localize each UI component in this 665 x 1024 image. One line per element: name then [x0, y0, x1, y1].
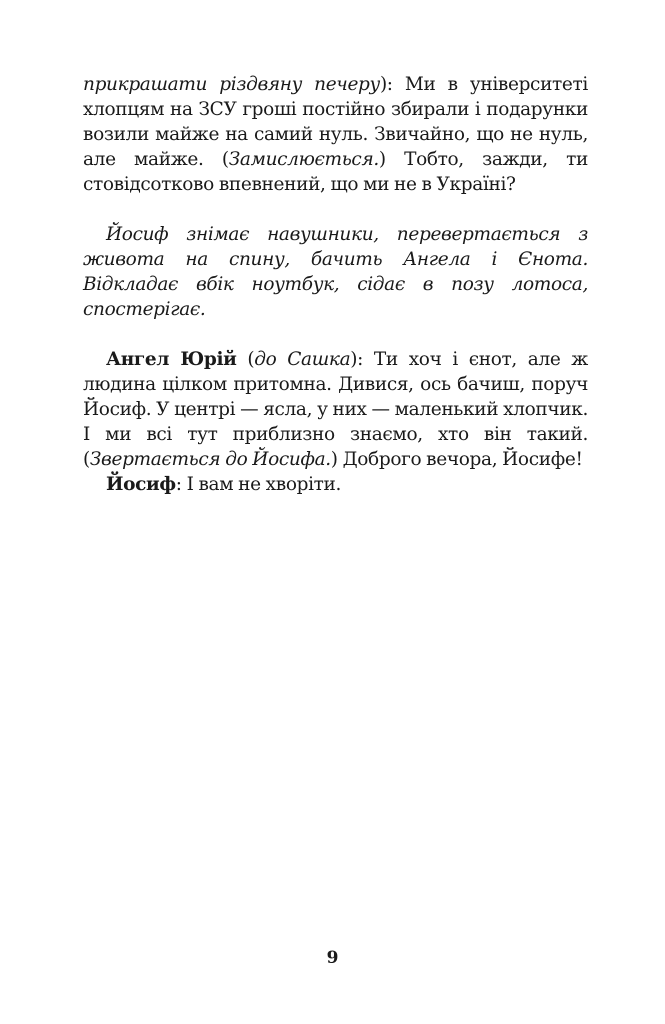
dialogue-text: ): Ми в університеті хлопцям на ЗСУ гроші постійно збирали і подарунки возили майже на самий нуль. Звичайно, що не нуль, але майже. ( [83, 74, 588, 170]
dialogue-text: : І вам не хворіти. [175, 474, 342, 495]
dialogue-text: ): Ти хоч і єнот, але ж людина цілком притомна. Дивися, ось бачиш, поруч Йосиф. У центрі — ясла, у них — маленький хлопчик. І ми всі тут приблизно знаємо, хто він такий. ( [83, 349, 588, 470]
dialogue-paragraph [83, 347, 588, 472]
dialogue-text: ) Доброго вечора, Йосифе! [330, 449, 583, 470]
dialogue-text: ) Тобто, зажди, ти стовідсотково впевнений, що ми не в Україні? [83, 149, 589, 195]
page-text [83, 72, 588, 497]
stage-direction-inline: прикрашати різдвяну печеру [83, 74, 380, 95]
stage-direction-text: Йосиф знімає навушники, перевертається з живота на спину, бачить Ангела і Єнота. Відкладає вбік ноутбук, сідає в позу лотоса, спостерігає. [83, 224, 588, 320]
stage-direction-paragraph [83, 222, 588, 322]
paragraph-continuation [83, 72, 588, 197]
dialogue-paragraph [83, 472, 588, 497]
stage-direction-inline: Замислюється. [228, 149, 379, 170]
stage-direction-inline: Звертається до Йосифа. [89, 449, 331, 470]
speaker-name: Йосиф [106, 474, 176, 495]
dialogue-text: ( [236, 349, 255, 370]
speaker-name: Ангел Юрій [106, 349, 237, 370]
page-number: 9 [326, 948, 339, 968]
stage-direction-inline: до Сашка [254, 349, 351, 370]
